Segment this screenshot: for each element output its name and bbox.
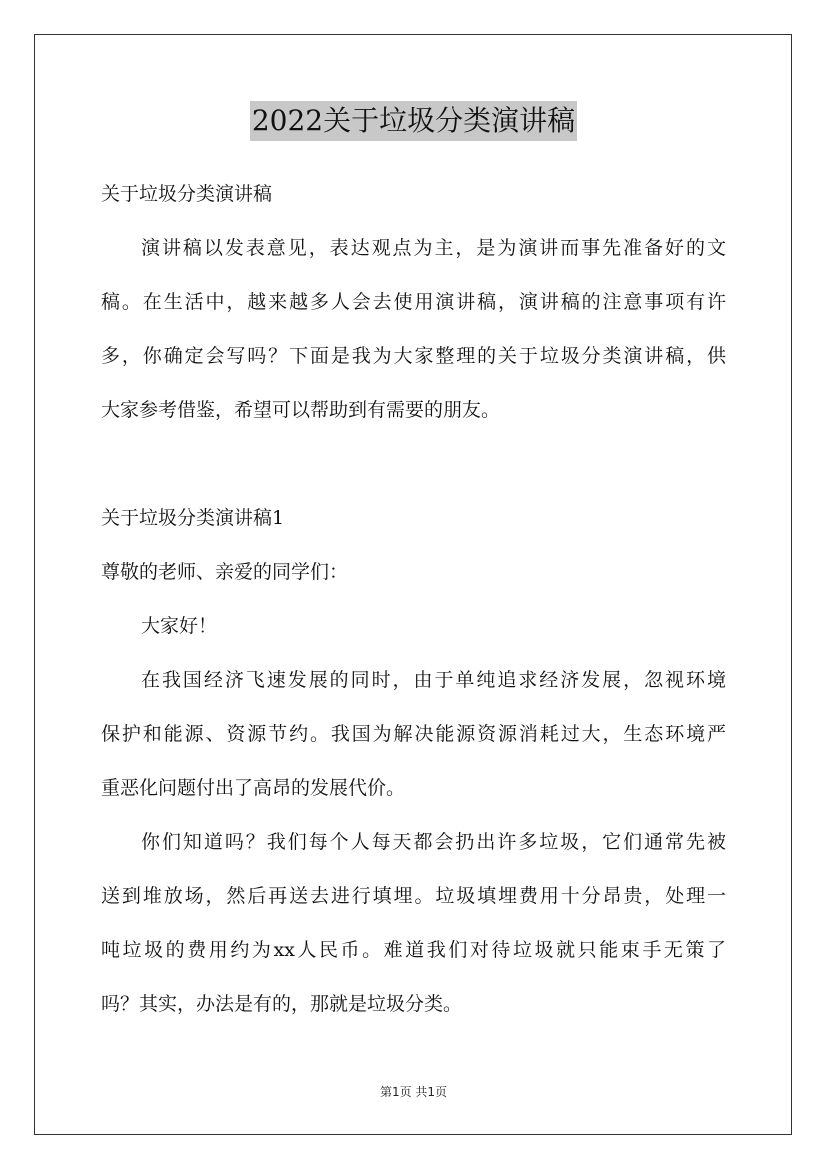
salutation: 尊敬的老师、亲爱的同学们： (101, 561, 349, 583)
paragraph-line: 重恶化问题付出了高昂的发展代价。 (101, 777, 406, 799)
intro-line: 稿。在生活中，越来越多人会去使用演讲稿，演讲稿的注意事项有许 (101, 291, 726, 313)
paragraph-gap (101, 445, 726, 499)
section-heading: 关于垃圾分类演讲稿 (101, 183, 273, 205)
title-container (0, 101, 827, 141)
document-body (101, 175, 726, 1039)
paragraph-line: 吨垃圾的费用约为xx人民币。难道我们对待垃圾就只能束手无策了 (101, 939, 726, 961)
page-number: 第1页 共1页 (379, 1085, 448, 1099)
intro-line: 大家参考借鉴，希望可以帮助到有需要的朋友。 (101, 399, 501, 421)
paragraph-line: 在我国经济飞速发展的同时，由于单纯追求经济发展，忽视环境 (141, 669, 726, 691)
paragraph-line: 送到堆放场，然后再送去进行填埋。垃圾填埋费用十分昂贵，处理一 (101, 885, 726, 907)
section-heading: 关于垃圾分类演讲稿1 (101, 507, 285, 529)
paragraph-line: 保护和能源、资源节约。我国为解决能源资源消耗过大，生态环境严 (101, 723, 726, 745)
document-title: 2022关于垃圾分类演讲稿 (250, 101, 577, 141)
intro-line: 演讲稿以发表意见，表达观点为主，是为演讲而事先准备好的文 (141, 237, 726, 259)
paragraph-line: 吗？其实，办法是有的，那就是垃圾分类。 (101, 993, 463, 1015)
greeting: 大家好！ (141, 615, 218, 637)
intro-line: 多，你确定会写吗？下面是我为大家整理的关于垃圾分类演讲稿，供 (101, 345, 726, 367)
paragraph-line: 你们知道吗？我们每个人每天都会扔出许多垃圾，它们通常先被 (141, 831, 726, 853)
